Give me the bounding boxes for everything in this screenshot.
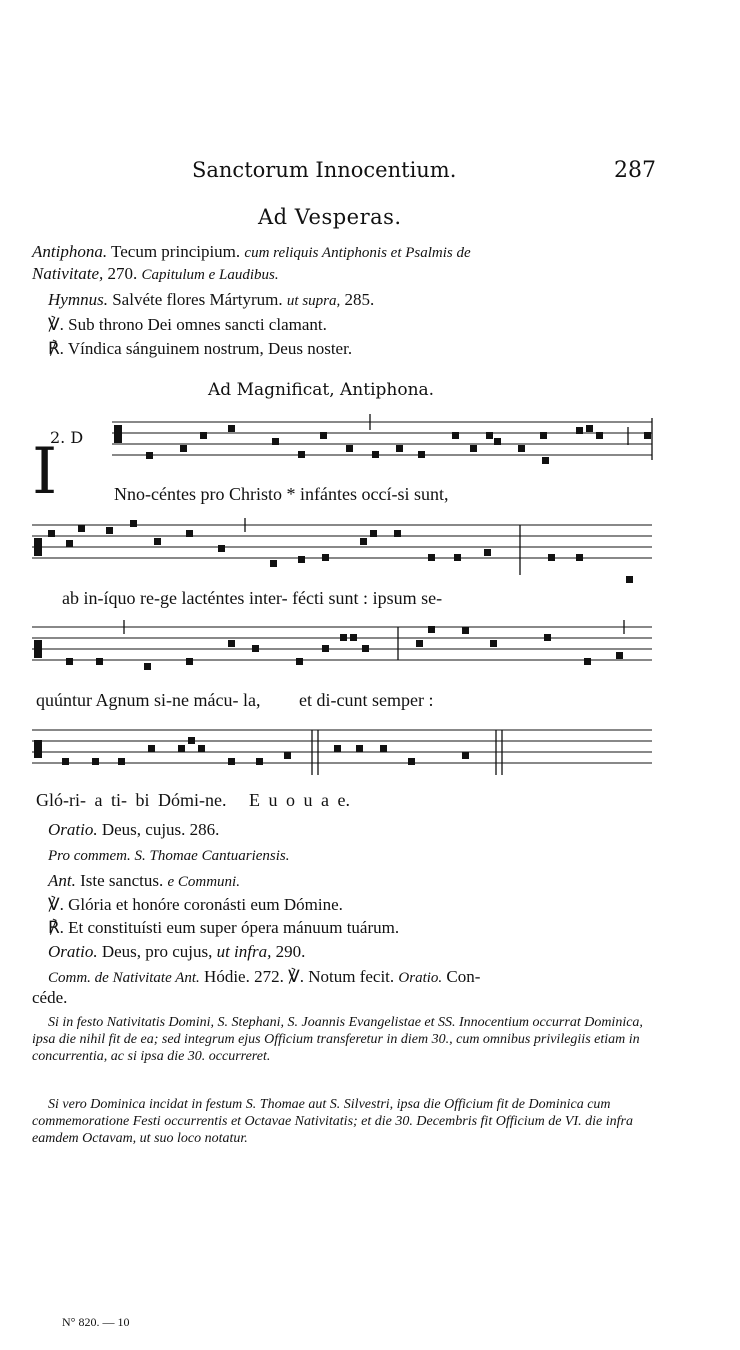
lyric-syllable: infántes <box>299 484 357 504</box>
lyric-syllable: e. <box>337 790 350 810</box>
lyric-syllable: et <box>299 690 312 710</box>
ant-ref: e Communi. <box>167 874 240 890</box>
lyric-syllable: Nno-céntes <box>114 484 196 504</box>
versicle-2-symbol: ℣. <box>48 895 64 914</box>
comm-versicle-text: Notum fecit. <box>308 967 395 986</box>
lyric-syllable: quúntur <box>36 690 92 710</box>
lyric-syllable: ipsum <box>372 588 417 608</box>
comm-oratio-label: Oratio. <box>398 970 443 986</box>
comm-text: Hódie. 272. <box>204 967 284 986</box>
lyric-syllable: si-ne <box>154 690 190 710</box>
section-title: Ad Vesperas. <box>258 205 402 229</box>
comm-oratio-text-1: Con- <box>446 967 481 986</box>
commem-line <box>48 848 290 865</box>
lyric-syllable: E <box>248 790 260 810</box>
rubric-1: Si in festo Nativitatis Domini, S. Stephani, S. Joannis Evangelistae et SS. Innocentium occurrat Dominica, ipsa die nihil fit de ea; sed integrum ejus Officium transferetur in diem 30., cum omnibus privilegiis etiam in concurrentia, ac si ipsa die 30. occurreret. <box>32 1015 643 1064</box>
lyric-line-4 <box>36 790 350 811</box>
lyric-syllable: a <box>94 790 103 810</box>
rubric-2: Si vero Dominica incidat in festum S. Thomae aut S. Silvestri, ipsa die Officium fit de Dominica cum commemoratione Festi occurrentis et Octavae Nativitatis; et die 30. Decembris fit Officium de VI. die infra eamdem Octavam, ut suo loco notatur. <box>32 1097 633 1146</box>
lyric-syllable: Gló-ri- <box>36 790 86 810</box>
antiphona-ref-2c: Capitulum e Laudibus. <box>141 267 279 283</box>
lyric-syllable: ab <box>62 588 79 608</box>
lyric-syllable: sunt : <box>328 588 369 608</box>
versicle-2-text: Glória et honóre coronásti eum Dómine. <box>68 895 343 914</box>
lyric-syllable: in-íquo <box>83 588 136 608</box>
lyric-syllable: la, <box>243 690 261 710</box>
printer-signature: N° 820. — 10 <box>62 1315 130 1329</box>
lyric-syllable: * <box>286 484 296 504</box>
lyric-syllable: semper : <box>372 690 434 710</box>
lyric-syllable: pro <box>200 484 225 504</box>
lyric-line-3 <box>36 690 433 711</box>
lyric-syllable: mácu- <box>193 690 239 710</box>
hymnus-ref: ut supra, <box>286 293 341 309</box>
comm-oratio-text-2: céde. <box>32 988 68 1007</box>
lyric-syllable: di-cunt <box>316 690 368 710</box>
chant-mode: 2. D <box>50 428 84 447</box>
lyric-syllable: re-ge <box>140 588 177 608</box>
comm-line-2 <box>32 988 67 1008</box>
response-2-line <box>48 918 399 938</box>
comm-line <box>48 967 480 987</box>
lyric-line-1 <box>114 484 448 505</box>
lyric-syllable: occí-si <box>361 484 410 504</box>
page-number: 287 <box>614 158 656 183</box>
antiphona-label: Antiphona. <box>32 242 108 261</box>
oratio-1-label: Oratio. <box>48 820 98 839</box>
lyric-syllable: u <box>303 790 313 810</box>
commem-text: Pro commem. S. Thomae Cantuariensis. <box>48 848 290 864</box>
lyric-syllable: Agnum <box>95 690 150 710</box>
running-title: Sanctorum Innocentium. <box>192 158 457 182</box>
antiphona-text: Tecum principium. <box>111 242 241 261</box>
oratio-1-text: Deus, cujus. 286. <box>101 820 220 839</box>
oratio-2-label: Oratio. <box>48 942 98 961</box>
magnificat-title: Ad Magnificat, Antiphona. <box>208 380 435 400</box>
lyric-syllable: a <box>320 790 329 810</box>
lyric-syllable: fécti <box>292 588 325 608</box>
ant-label: Ant. <box>48 871 76 890</box>
hymnus-label: Hymnus. <box>48 290 108 309</box>
antiphona-ref-2a: Nativitate, <box>32 264 104 283</box>
versicle-2-line <box>48 895 343 915</box>
lyric-syllable: se- <box>421 588 443 608</box>
lyric-syllable: sunt, <box>413 484 449 504</box>
hymnus-page: 285. <box>344 290 375 309</box>
lyric-syllable: bi <box>135 790 150 810</box>
lyric-syllable: inter- <box>248 588 288 608</box>
comm-versicle-symbol: ℣. <box>288 967 304 986</box>
lyric-syllable: lacténtes <box>181 588 245 608</box>
oratio-2-line <box>48 942 305 962</box>
oratio-2-ref: ut infra, <box>216 942 272 961</box>
response-symbol: ℟. <box>48 339 64 358</box>
comm-label: Comm. de Nativitate Ant. <box>48 970 200 986</box>
response-text: Víndica sánguinem nostrum, Deus noster. <box>67 339 353 358</box>
chant-initial: I <box>32 435 58 509</box>
versicle-text: Sub throno Dei omnes sancti clamant. <box>68 315 327 334</box>
oratio-2-page: 290. <box>275 942 306 961</box>
ant-line <box>48 871 240 891</box>
hymnus-text: Salvéte flores Mártyrum. <box>112 290 283 309</box>
lyric-syllable: Christo <box>228 484 282 504</box>
response-2-symbol: ℟. <box>48 918 64 937</box>
ant-text: Iste sanctus. <box>80 871 164 890</box>
lyric-syllable: Dómi-ne. <box>158 790 227 810</box>
lyric-syllable: ti- <box>110 790 127 810</box>
antiphona-ref-1: cum reliquis Antiphonis et Psalmis de <box>244 245 471 261</box>
lyric-syllable: u <box>268 790 278 810</box>
lyric-syllable: o <box>285 790 295 810</box>
lyric-line-2 <box>62 588 442 609</box>
oratio-1-line <box>48 820 219 840</box>
oratio-2-text: Deus, pro cujus, <box>101 942 213 961</box>
versicle-symbol: ℣. <box>48 315 64 334</box>
antiphona-ref-2b: 270. <box>107 264 138 283</box>
response-2-text: Et constituísti eum super ópera mánuum tuárum. <box>68 918 400 937</box>
